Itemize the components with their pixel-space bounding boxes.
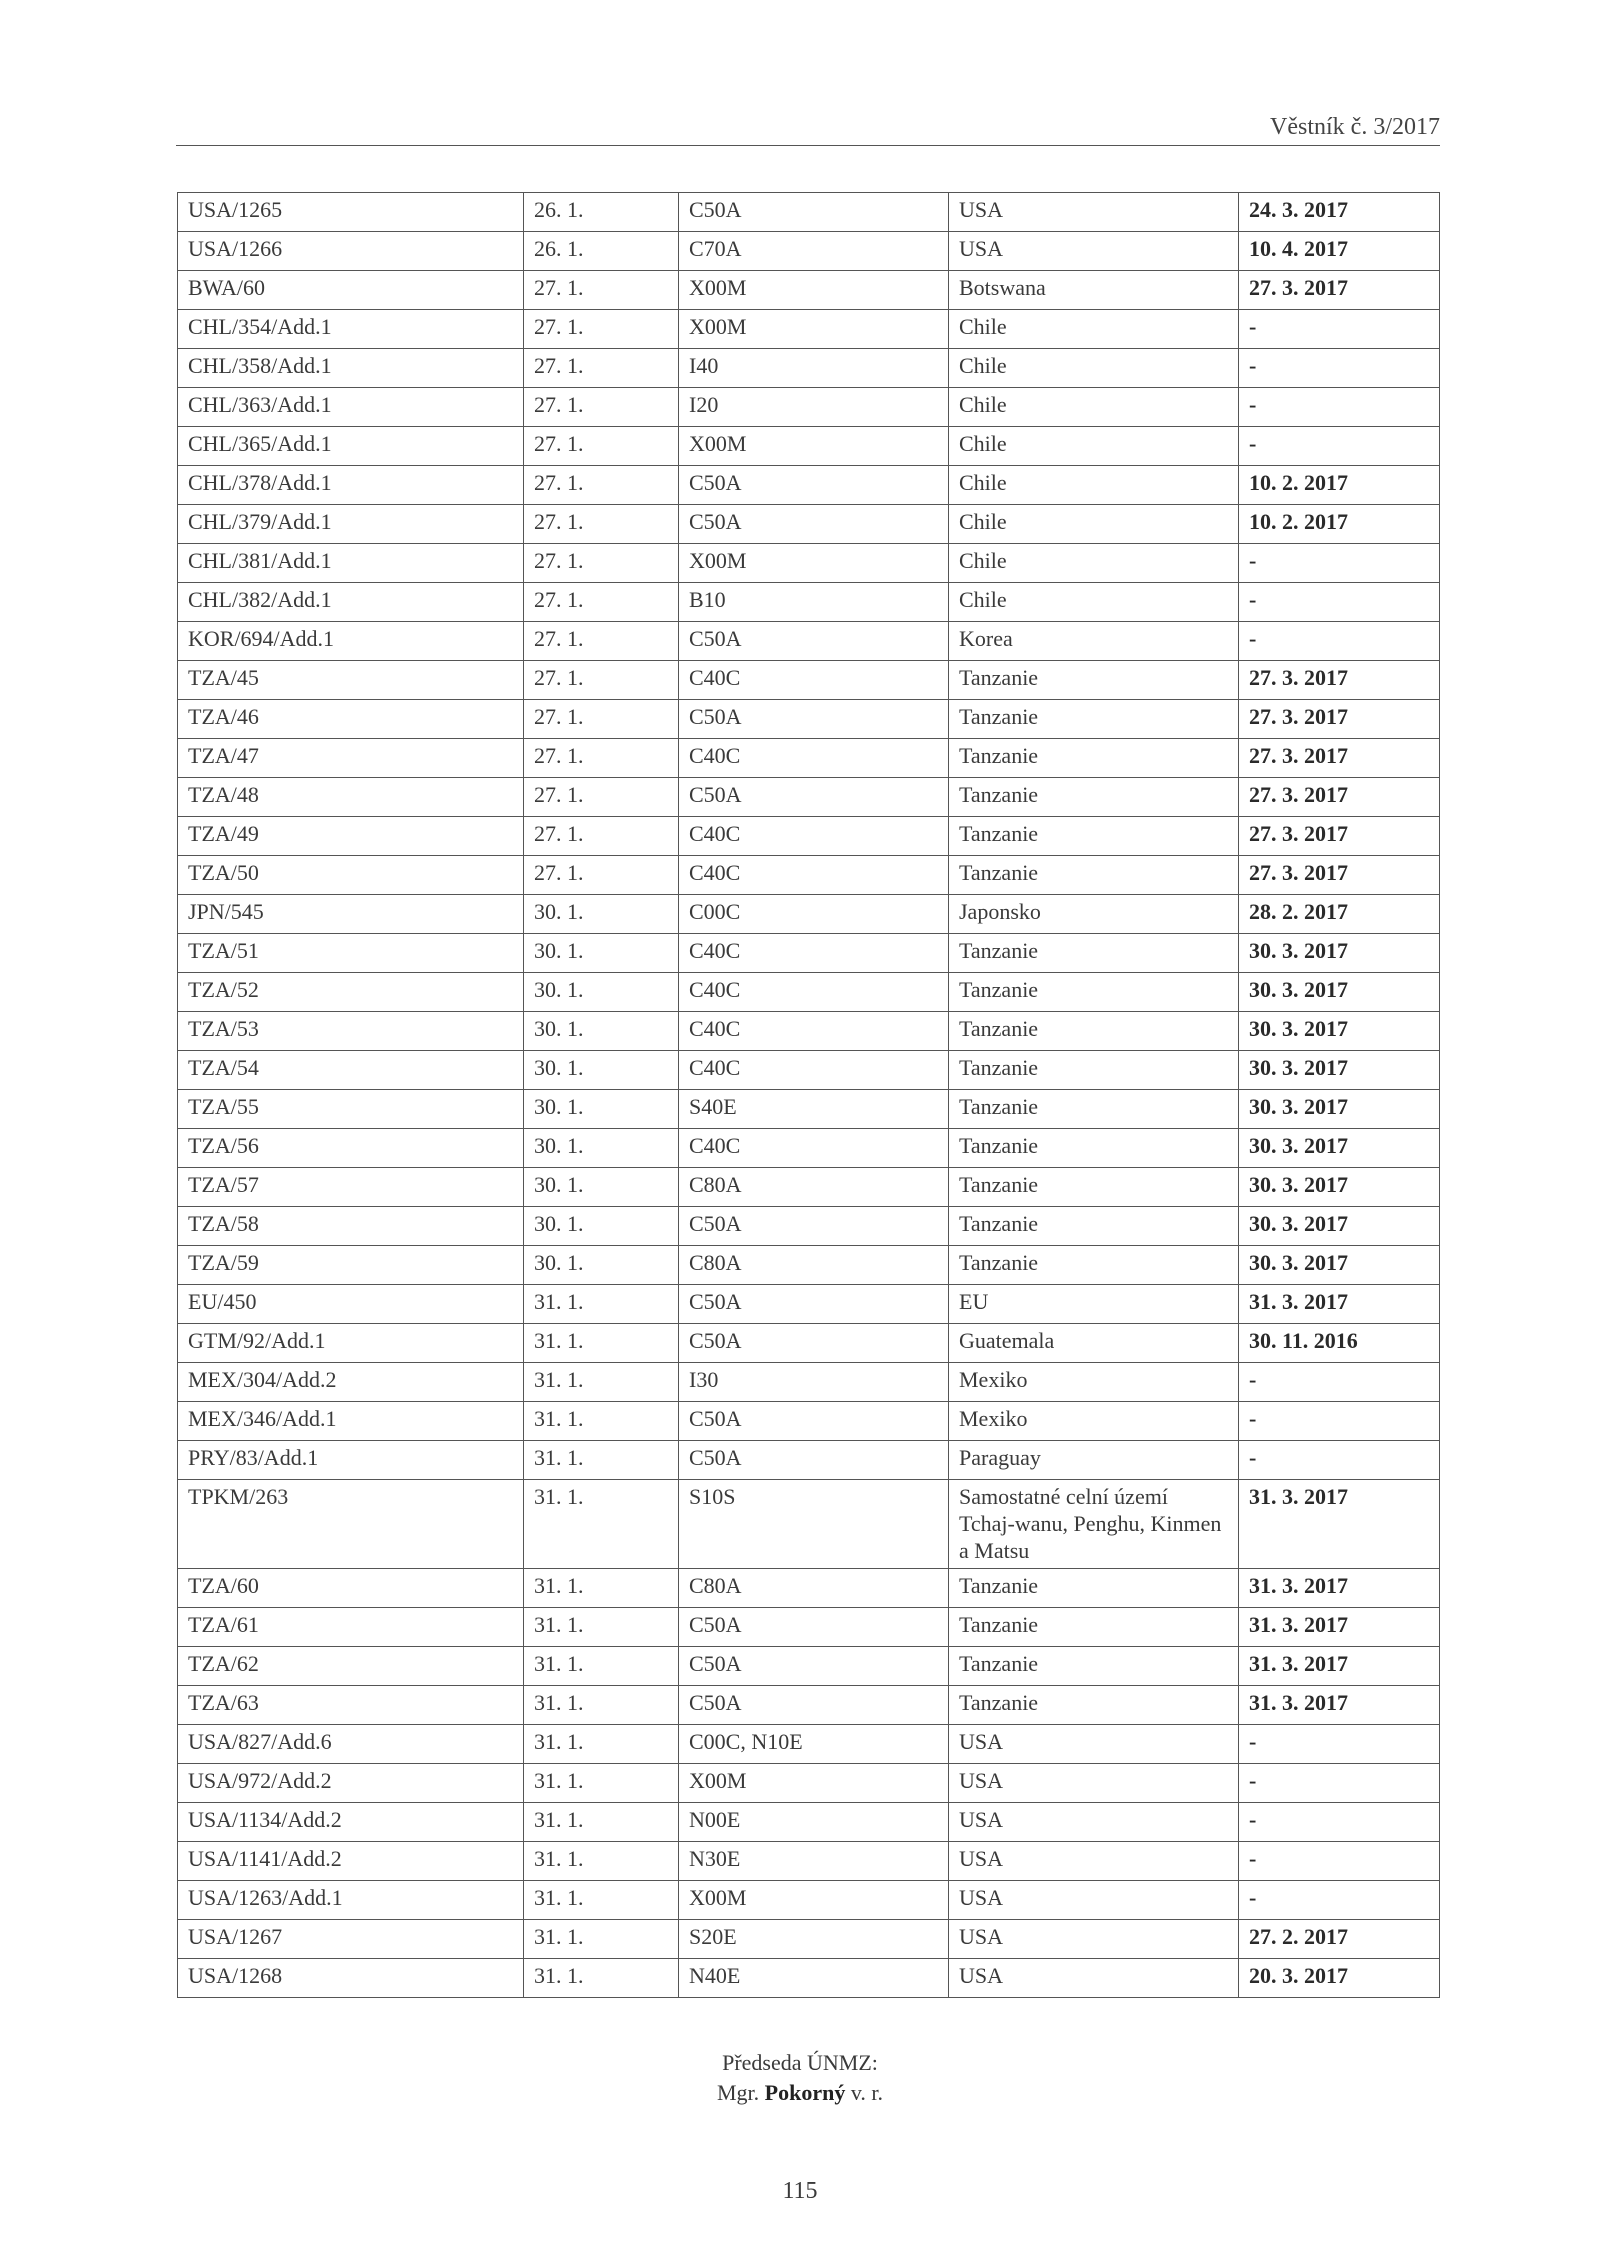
deadline-cell: - [1239,1402,1440,1441]
date-received-cell: 31. 1. [524,1480,679,1569]
symbol-cell: KOR/694/Add.1 [178,622,524,661]
table-row [178,427,1440,466]
ics-code-cell: C50A [679,1608,949,1647]
country-cell: Tanzanie [949,1207,1239,1246]
ics-code-cell: S20E [679,1920,949,1959]
table-row [178,1569,1440,1608]
table-row [178,1881,1440,1920]
date-received-cell: 31. 1. [524,1285,679,1324]
ics-code-cell: C50A [679,1686,949,1725]
ics-code-cell: I30 [679,1363,949,1402]
country-cell: Tanzanie [949,739,1239,778]
symbol-cell: USA/1134/Add.2 [178,1803,524,1842]
country-cell: USA [949,1803,1239,1842]
deadline-cell: - [1239,388,1440,427]
date-received-cell: 27. 1. [524,661,679,700]
table-row [178,349,1440,388]
country-cell: Korea [949,622,1239,661]
ics-code-cell: C50A [679,1324,949,1363]
ics-code-cell: S10S [679,1480,949,1569]
signature-line [0,2080,1600,2106]
ics-code-cell: I20 [679,388,949,427]
country-cell: Chile [949,427,1239,466]
deadline-cell: - [1239,583,1440,622]
ics-code-cell: C80A [679,1569,949,1608]
table-row [178,1480,1440,1569]
deadline-cell: - [1239,1764,1440,1803]
country-cell: Tanzanie [949,1129,1239,1168]
ics-code-cell: C40C [679,856,949,895]
deadline-cell: 27. 3. 2017 [1239,271,1440,310]
table-row [178,1764,1440,1803]
date-received-cell: 31. 1. [524,1959,679,1998]
country-cell: Tanzanie [949,1090,1239,1129]
ics-code-cell: C50A [679,778,949,817]
symbol-cell: CHL/363/Add.1 [178,388,524,427]
date-received-cell: 27. 1. [524,622,679,661]
table-row [178,1920,1440,1959]
country-cell: Tanzanie [949,1647,1239,1686]
country-cell: Chile [949,505,1239,544]
table-row [178,661,1440,700]
date-received-cell: 31. 1. [524,1324,679,1363]
date-received-cell: 27. 1. [524,388,679,427]
symbol-cell: CHL/379/Add.1 [178,505,524,544]
ics-code-cell: C40C [679,1129,949,1168]
table-row [178,1608,1440,1647]
date-received-cell: 30. 1. [524,1051,679,1090]
table-row [178,388,1440,427]
ics-code-cell: N30E [679,1842,949,1881]
page-number: 115 [782,2178,818,2204]
symbol-cell: TZA/46 [178,700,524,739]
table-row [178,895,1440,934]
ics-code-cell: C50A [679,622,949,661]
country-cell: USA [949,232,1239,271]
deadline-cell: 31. 3. 2017 [1239,1285,1440,1324]
country-cell: Tanzanie [949,934,1239,973]
deadline-cell: 27. 3. 2017 [1239,778,1440,817]
country-cell: EU [949,1285,1239,1324]
symbol-cell: TZA/60 [178,1569,524,1608]
deadline-cell: 30. 3. 2017 [1239,1207,1440,1246]
date-received-cell: 27. 1. [524,778,679,817]
country-cell: Tanzanie [949,778,1239,817]
country-cell: Tanzanie [949,856,1239,895]
ics-code-cell: C50A [679,1207,949,1246]
symbol-cell: TZA/62 [178,1647,524,1686]
signature-name: Pokorný [764,2080,846,2105]
signature-suffix: v. r. [850,2080,884,2105]
symbol-cell: USA/1265 [178,193,524,232]
country-cell: Chile [949,349,1239,388]
ics-code-cell: C00C, N10E [679,1725,949,1764]
ics-code-cell: C50A [679,1441,949,1480]
deadline-cell: - [1239,349,1440,388]
ics-code-cell: N00E [679,1803,949,1842]
country-cell: Chile [949,466,1239,505]
symbol-cell: USA/972/Add.2 [178,1764,524,1803]
date-received-cell: 31. 1. [524,1363,679,1402]
table-row [178,856,1440,895]
ics-code-cell: C40C [679,934,949,973]
date-received-cell: 30. 1. [524,1246,679,1285]
table-row [178,1129,1440,1168]
table-row [178,193,1440,232]
date-received-cell: 26. 1. [524,232,679,271]
deadline-cell: 27. 3. 2017 [1239,739,1440,778]
signature-prefix: Mgr. [716,2080,760,2105]
date-received-cell: 27. 1. [524,466,679,505]
country-cell: Tanzanie [949,1608,1239,1647]
country-cell: Tanzanie [949,973,1239,1012]
ics-code-cell: X00M [679,271,949,310]
date-received-cell: 27. 1. [524,505,679,544]
country-cell: Chile [949,388,1239,427]
country-cell: Botswana [949,271,1239,310]
ics-code-cell: N40E [679,1959,949,1998]
table-row [178,1402,1440,1441]
ics-code-cell: C50A [679,1402,949,1441]
ics-code-cell: C50A [679,505,949,544]
symbol-cell: TZA/63 [178,1686,524,1725]
symbol-cell: MEX/304/Add.2 [178,1363,524,1402]
date-received-cell: 27. 1. [524,271,679,310]
journal-title: Věstník č. 3/2017 [1270,114,1440,140]
symbol-cell: TZA/49 [178,817,524,856]
date-received-cell: 31. 1. [524,1647,679,1686]
ics-code-cell: C40C [679,1012,949,1051]
symbol-cell: PRY/83/Add.1 [178,1441,524,1480]
date-received-cell: 31. 1. [524,1441,679,1480]
symbol-cell: TZA/47 [178,739,524,778]
table-row [178,466,1440,505]
symbol-cell: TZA/50 [178,856,524,895]
date-received-cell: 31. 1. [524,1881,679,1920]
deadline-cell: - [1239,1441,1440,1480]
country-cell: Guatemala [949,1324,1239,1363]
country-cell: Tanzanie [949,1246,1239,1285]
date-received-cell: 27. 1. [524,544,679,583]
date-received-cell: 27. 1. [524,700,679,739]
country-cell: USA [949,193,1239,232]
table-row [178,934,1440,973]
date-received-cell: 31. 1. [524,1764,679,1803]
symbol-cell: CHL/358/Add.1 [178,349,524,388]
country-cell: Mexiko [949,1402,1239,1441]
table-row [178,1686,1440,1725]
symbol-cell: USA/827/Add.6 [178,1725,524,1764]
country-cell: Tanzanie [949,700,1239,739]
date-received-cell: 30. 1. [524,1207,679,1246]
table-row [178,1012,1440,1051]
table-row [178,1725,1440,1764]
table-row [178,817,1440,856]
deadline-cell: - [1239,1363,1440,1402]
country-cell: Tanzanie [949,661,1239,700]
table-row [178,505,1440,544]
symbol-cell: TZA/54 [178,1051,524,1090]
deadline-cell: - [1239,1842,1440,1881]
symbol-cell: USA/1268 [178,1959,524,1998]
date-received-cell: 30. 1. [524,1090,679,1129]
symbol-cell: TZA/53 [178,1012,524,1051]
date-received-cell: 31. 1. [524,1608,679,1647]
table-row [178,1090,1440,1129]
deadline-cell: 30. 3. 2017 [1239,1129,1440,1168]
deadline-cell: 24. 3. 2017 [1239,193,1440,232]
deadline-cell: - [1239,1725,1440,1764]
country-cell: Samostatné celní území Tchaj-wanu, Penghu, Kinmen a Matsu [949,1480,1239,1569]
deadline-cell: 10. 4. 2017 [1239,232,1440,271]
deadline-cell: 27. 3. 2017 [1239,856,1440,895]
ics-code-cell: C50A [679,1285,949,1324]
symbol-cell: GTM/92/Add.1 [178,1324,524,1363]
table-row [178,778,1440,817]
ics-code-cell: C80A [679,1246,949,1285]
date-received-cell: 31. 1. [524,1842,679,1881]
date-received-cell: 26. 1. [524,193,679,232]
deadline-cell: 30. 3. 2017 [1239,1012,1440,1051]
deadline-cell: - [1239,427,1440,466]
deadline-cell: 31. 3. 2017 [1239,1480,1440,1569]
notifications-table [177,192,1440,1998]
symbol-cell: USA/1141/Add.2 [178,1842,524,1881]
country-cell: Chile [949,583,1239,622]
country-cell: Chile [949,310,1239,349]
deadline-cell: 27. 3. 2017 [1239,661,1440,700]
date-received-cell: 31. 1. [524,1686,679,1725]
ics-code-cell: C80A [679,1168,949,1207]
deadline-cell: 30. 3. 2017 [1239,973,1440,1012]
date-received-cell: 27. 1. [524,427,679,466]
symbol-cell: TZA/51 [178,934,524,973]
date-received-cell: 31. 1. [524,1725,679,1764]
date-received-cell: 27. 1. [524,817,679,856]
deadline-cell: 30. 11. 2016 [1239,1324,1440,1363]
ics-code-cell: S40E [679,1090,949,1129]
date-received-cell: 31. 1. [524,1402,679,1441]
date-received-cell: 30. 1. [524,895,679,934]
deadline-cell: 30. 3. 2017 [1239,1090,1440,1129]
date-received-cell: 27. 1. [524,310,679,349]
date-received-cell: 27. 1. [524,739,679,778]
table-row [178,310,1440,349]
deadline-cell: 27. 3. 2017 [1239,700,1440,739]
symbol-cell: TZA/57 [178,1168,524,1207]
deadline-cell: 31. 3. 2017 [1239,1647,1440,1686]
ics-code-cell: C50A [679,700,949,739]
date-received-cell: 30. 1. [524,934,679,973]
country-cell: USA [949,1725,1239,1764]
country-cell: Japonsko [949,895,1239,934]
table-row [178,1647,1440,1686]
ics-code-cell: X00M [679,1881,949,1920]
symbol-cell: TZA/48 [178,778,524,817]
ics-code-cell: C40C [679,1051,949,1090]
date-received-cell: 30. 1. [524,1012,679,1051]
date-received-cell: 30. 1. [524,1129,679,1168]
symbol-cell: EU/450 [178,1285,524,1324]
deadline-cell: 27. 3. 2017 [1239,817,1440,856]
deadline-cell: 28. 2. 2017 [1239,895,1440,934]
symbol-cell: CHL/381/Add.1 [178,544,524,583]
ics-code-cell: C40C [679,817,949,856]
deadline-cell: 30. 3. 2017 [1239,1246,1440,1285]
ics-code-cell: C50A [679,193,949,232]
symbol-cell: USA/1267 [178,1920,524,1959]
country-cell: Paraguay [949,1441,1239,1480]
symbol-cell: TZA/58 [178,1207,524,1246]
ics-code-cell: B10 [679,583,949,622]
table-row [178,1324,1440,1363]
table-row [178,1168,1440,1207]
table-row [178,739,1440,778]
table-row [178,1441,1440,1480]
symbol-cell: USA/1266 [178,232,524,271]
date-received-cell: 27. 1. [524,349,679,388]
deadline-cell: 31. 3. 2017 [1239,1686,1440,1725]
country-cell: Tanzanie [949,1012,1239,1051]
country-cell: USA [949,1920,1239,1959]
deadline-cell: - [1239,1881,1440,1920]
table-row [178,544,1440,583]
table-row [178,700,1440,739]
deadline-cell: 27. 2. 2017 [1239,1920,1440,1959]
symbol-cell: TZA/56 [178,1129,524,1168]
country-cell: USA [949,1881,1239,1920]
date-received-cell: 27. 1. [524,856,679,895]
symbol-cell: TPKM/263 [178,1480,524,1569]
symbol-cell: CHL/365/Add.1 [178,427,524,466]
symbol-cell: JPN/545 [178,895,524,934]
symbol-cell: TZA/52 [178,973,524,1012]
signature-title: Předseda ÚNMZ: [722,2050,878,2075]
country-cell: Tanzanie [949,1569,1239,1608]
table-row [178,232,1440,271]
deadline-cell: 31. 3. 2017 [1239,1569,1440,1608]
deadline-cell: 30. 3. 2017 [1239,1051,1440,1090]
table-row [178,1207,1440,1246]
country-cell: USA [949,1959,1239,1998]
deadline-cell: 31. 3. 2017 [1239,1608,1440,1647]
symbol-cell: TZA/59 [178,1246,524,1285]
date-received-cell: 31. 1. [524,1803,679,1842]
deadline-cell: 10. 2. 2017 [1239,505,1440,544]
ics-code-cell: X00M [679,310,949,349]
ics-code-cell: X00M [679,1764,949,1803]
table-row [178,622,1440,661]
deadline-cell: - [1239,622,1440,661]
deadline-cell: 30. 3. 2017 [1239,1168,1440,1207]
ics-code-cell: X00M [679,544,949,583]
symbol-cell: TZA/61 [178,1608,524,1647]
ics-code-cell: C70A [679,232,949,271]
country-cell: Tanzanie [949,1686,1239,1725]
header-divider [176,145,1440,146]
symbol-cell: USA/1263/Add.1 [178,1881,524,1920]
deadline-cell: 30. 3. 2017 [1239,934,1440,973]
deadline-cell: 20. 3. 2017 [1239,1959,1440,1998]
ics-code-cell: C40C [679,973,949,1012]
country-cell: USA [949,1764,1239,1803]
ics-code-cell: C50A [679,1647,949,1686]
country-cell: Tanzanie [949,817,1239,856]
date-received-cell: 31. 1. [524,1920,679,1959]
ics-code-cell: C00C [679,895,949,934]
ics-code-cell: C40C [679,661,949,700]
symbol-cell: CHL/354/Add.1 [178,310,524,349]
country-cell: Chile [949,544,1239,583]
notifications-table-body [178,193,1440,1998]
symbol-cell: TZA/55 [178,1090,524,1129]
country-cell: Tanzanie [949,1051,1239,1090]
table-row [178,1285,1440,1324]
symbol-cell: TZA/45 [178,661,524,700]
symbol-cell: CHL/382/Add.1 [178,583,524,622]
ics-code-cell: C40C [679,739,949,778]
table-row [178,1803,1440,1842]
table-row [178,1246,1440,1285]
symbol-cell: CHL/378/Add.1 [178,466,524,505]
date-received-cell: 30. 1. [524,1168,679,1207]
date-received-cell: 31. 1. [524,1569,679,1608]
date-received-cell: 30. 1. [524,973,679,1012]
deadline-cell: 10. 2. 2017 [1239,466,1440,505]
table-row [178,1051,1440,1090]
date-received-cell: 27. 1. [524,583,679,622]
table-row [178,1842,1440,1881]
country-cell: Tanzanie [949,1168,1239,1207]
symbol-cell: MEX/346/Add.1 [178,1402,524,1441]
country-cell: USA [949,1842,1239,1881]
ics-code-cell: I40 [679,349,949,388]
table-row [178,583,1440,622]
symbol-cell: BWA/60 [178,271,524,310]
ics-code-cell: X00M [679,427,949,466]
ics-code-cell: C50A [679,466,949,505]
table-row [178,973,1440,1012]
deadline-cell: - [1239,1803,1440,1842]
table-row [178,271,1440,310]
deadline-cell: - [1239,544,1440,583]
table-row [178,1959,1440,1998]
deadline-cell: - [1239,310,1440,349]
table-row [178,1363,1440,1402]
country-cell: Mexiko [949,1363,1239,1402]
